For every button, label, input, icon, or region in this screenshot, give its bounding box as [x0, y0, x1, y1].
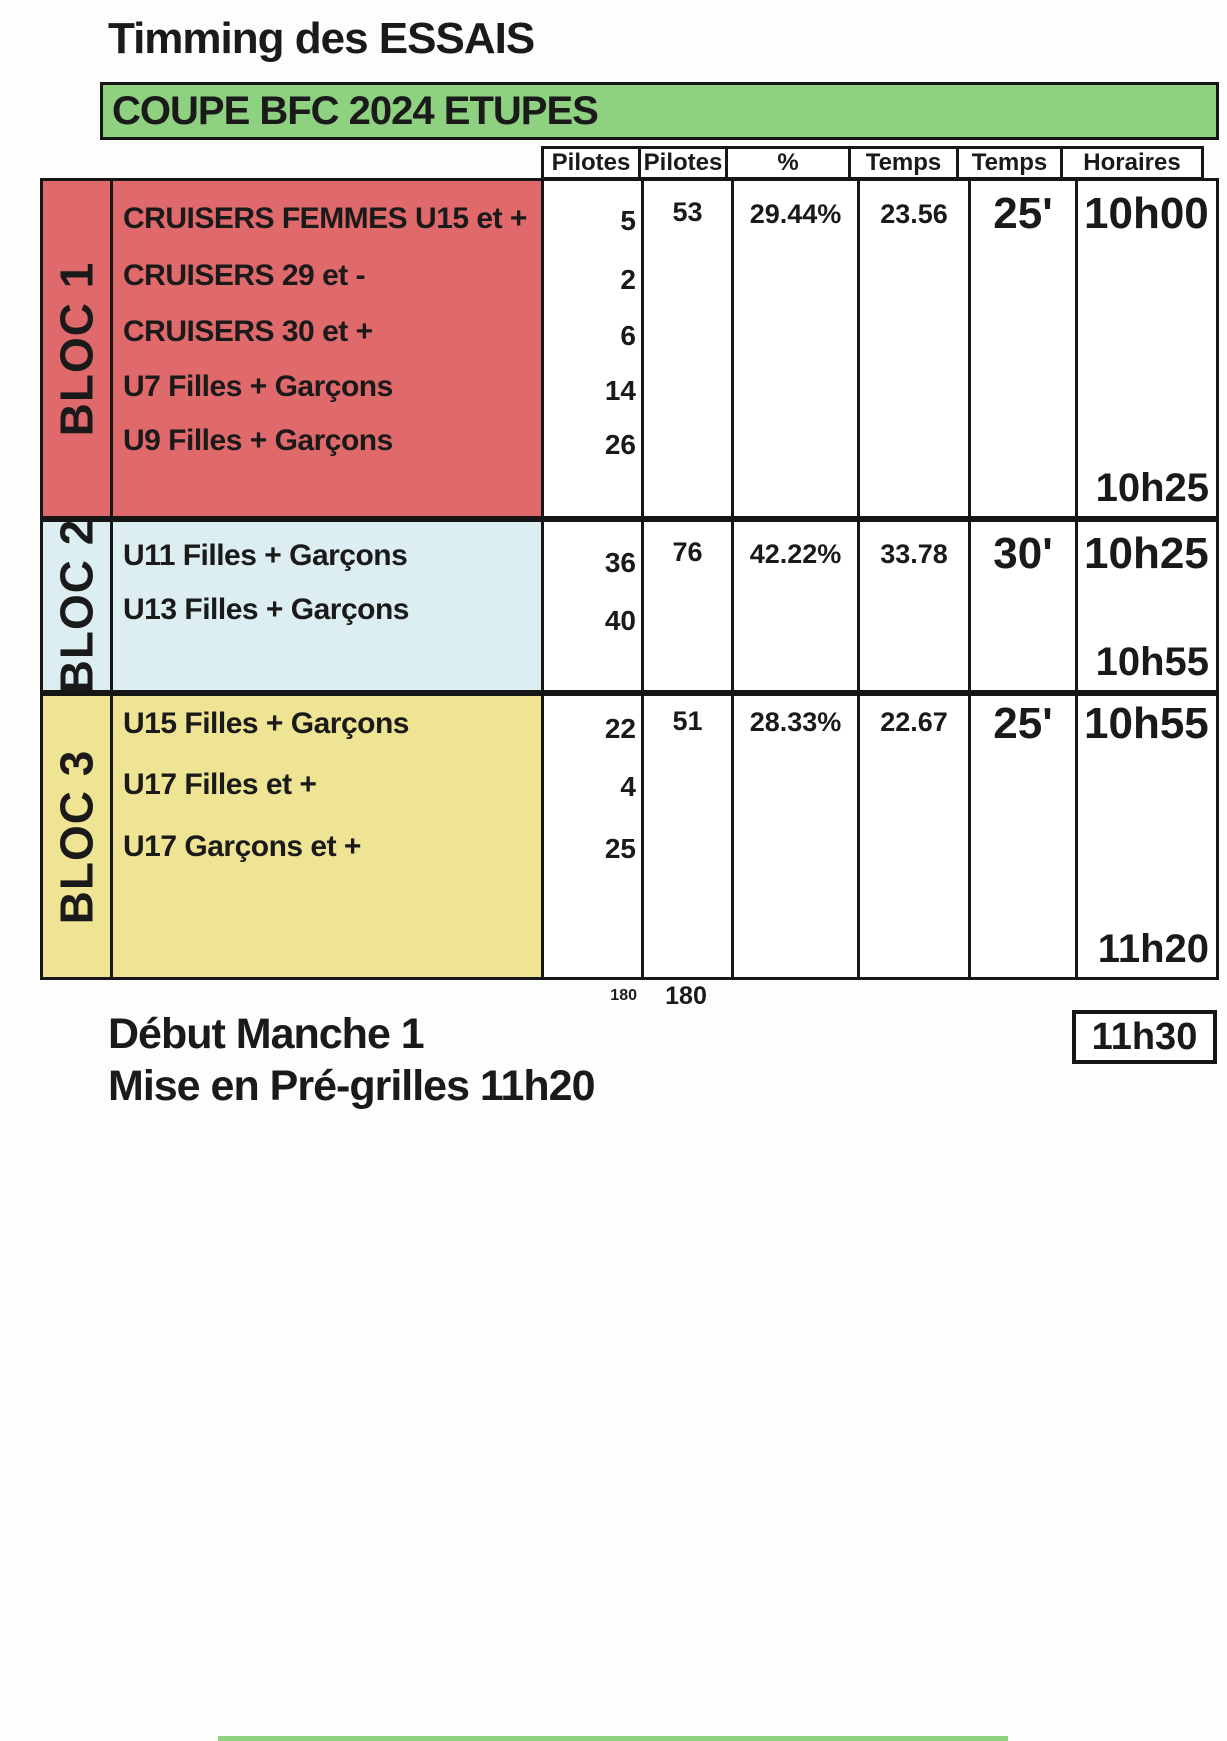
- bloc-2-row: [40, 519, 1219, 693]
- bloc-percent: 29.44%: [749, 199, 842, 229]
- bloc-2-temps-cell: [860, 522, 971, 690]
- bloc-3-percent-cell: [734, 696, 860, 977]
- bloc-start-time: 10h55: [1084, 699, 1209, 748]
- pilot-count: 22: [604, 713, 636, 744]
- bloc-3-label-cell: [43, 696, 113, 977]
- bloc-1-label-cell: [43, 181, 113, 516]
- event-banner: [100, 82, 1219, 140]
- bloc-end-time: 11h20: [1097, 927, 1209, 971]
- race-start-time: 11h30: [1091, 1015, 1198, 1058]
- category-label: U7 Filles + Garçons: [123, 370, 393, 403]
- column-header-temps-2: Temps: [956, 146, 1063, 180]
- pilot-count: 40: [604, 605, 636, 636]
- grand-total-pilotes-col2: 180: [665, 982, 707, 1010]
- bloc-end-time: 10h25: [1095, 466, 1209, 510]
- bloc-temps: 22.67: [880, 707, 948, 737]
- category-label: U11 Filles + Garçons: [123, 539, 408, 572]
- event-banner-label: COUPE BFC 2024 ETUPES: [112, 88, 598, 133]
- bloc-2-duration-cell: [971, 522, 1078, 690]
- bloc-3-duration-cell: [971, 696, 1078, 977]
- bloc-1-pilot-counts-cell: [544, 181, 644, 516]
- bloc-2-total-cell: [644, 522, 734, 690]
- bloc-total-pilotes: 53: [672, 197, 703, 227]
- page-title: Timming des ESSAIS: [108, 14, 535, 63]
- bloc-1-percent-cell: [734, 181, 860, 516]
- column-header-percent: %: [725, 146, 851, 180]
- bloc-2-categories-cell: [113, 522, 544, 690]
- pilot-count: 2: [620, 264, 636, 295]
- bloc-end-time: 10h55: [1095, 640, 1209, 684]
- bloc-3-temps-cell: [860, 696, 971, 977]
- bloc-total-pilotes: 76: [672, 537, 703, 567]
- category-label: U17 Garçons et +: [123, 830, 361, 863]
- bloc-duration: 25': [993, 699, 1053, 748]
- bloc-3-label: BLOC 3: [50, 749, 103, 924]
- bloc-percent: 28.33%: [749, 707, 842, 737]
- pilot-count: 36: [604, 547, 636, 578]
- bloc-1-temps-cell: [860, 181, 971, 516]
- bloc-3-horaires-cell: [1078, 696, 1216, 977]
- category-label: U15 Filles + Garçons: [123, 707, 409, 740]
- bloc-1-horaires-cell: [1078, 181, 1216, 516]
- category-label: CRUISERS 29 et -: [123, 259, 366, 292]
- pilot-count: 25: [604, 833, 636, 864]
- bloc-1-total-cell: [644, 181, 734, 516]
- footer-line-pre-grilles: Mise en Pré-grilles 11h20: [108, 1062, 595, 1110]
- bloc-1-duration-cell: [971, 181, 1078, 516]
- bloc-3-row: [40, 693, 1219, 980]
- category-label: U13 Filles + Garçons: [123, 593, 409, 626]
- bloc-1-categories-cell: [113, 181, 544, 516]
- column-header-horaires: Horaires: [1060, 146, 1204, 180]
- bloc-duration: 25': [993, 189, 1053, 238]
- bloc-duration: 30': [993, 529, 1053, 578]
- bloc-2-horaires-cell: [1078, 522, 1216, 690]
- bloc-2-label-cell: [43, 518, 113, 694]
- category-label: CRUISERS FEMMES U15 et +: [123, 202, 527, 235]
- bloc-temps: 33.78: [880, 539, 948, 569]
- column-header-temps-1: Temps: [848, 146, 959, 180]
- bloc-temps: 23.56: [880, 199, 948, 229]
- category-label: CRUISERS 30 et +: [123, 315, 373, 348]
- bottom-green-strip: [218, 1736, 1008, 1741]
- bloc-3-categories-cell: [113, 696, 544, 977]
- column-header-pilotes-1: Pilotes: [541, 146, 641, 180]
- pilot-count: 4: [620, 771, 636, 802]
- bloc-3-total-cell: [644, 696, 734, 977]
- bloc-total-pilotes: 51: [672, 706, 703, 736]
- pilot-count: 14: [604, 375, 636, 406]
- pilot-count: 5: [620, 205, 636, 236]
- bloc-start-time: 10h25: [1084, 529, 1209, 578]
- bloc-1-label: BLOC 1: [50, 261, 103, 436]
- bloc-start-time: 10h00: [1084, 189, 1209, 238]
- race-start-time-box: [1072, 1010, 1217, 1064]
- pilot-count: 6: [620, 320, 636, 351]
- footer-line-debut-manche: Début Manche 1: [108, 1010, 424, 1058]
- grand-total-pilotes-col1: 180: [610, 987, 637, 1004]
- bloc-2-label: BLOC 2: [50, 518, 103, 694]
- bloc-2-pilot-counts-cell: [544, 522, 644, 690]
- table-header-row: [541, 146, 1204, 180]
- bloc-3-pilot-counts-cell: [544, 696, 644, 977]
- category-label: U9 Filles + Garçons: [123, 424, 393, 457]
- bloc-1-row: [40, 178, 1219, 519]
- category-label: U17 Filles et +: [123, 768, 317, 801]
- bloc-2-percent-cell: [734, 522, 860, 690]
- bloc-percent: 42.22%: [749, 539, 842, 569]
- pilot-count: 26: [604, 429, 636, 460]
- column-header-pilotes-2: Pilotes: [638, 146, 728, 180]
